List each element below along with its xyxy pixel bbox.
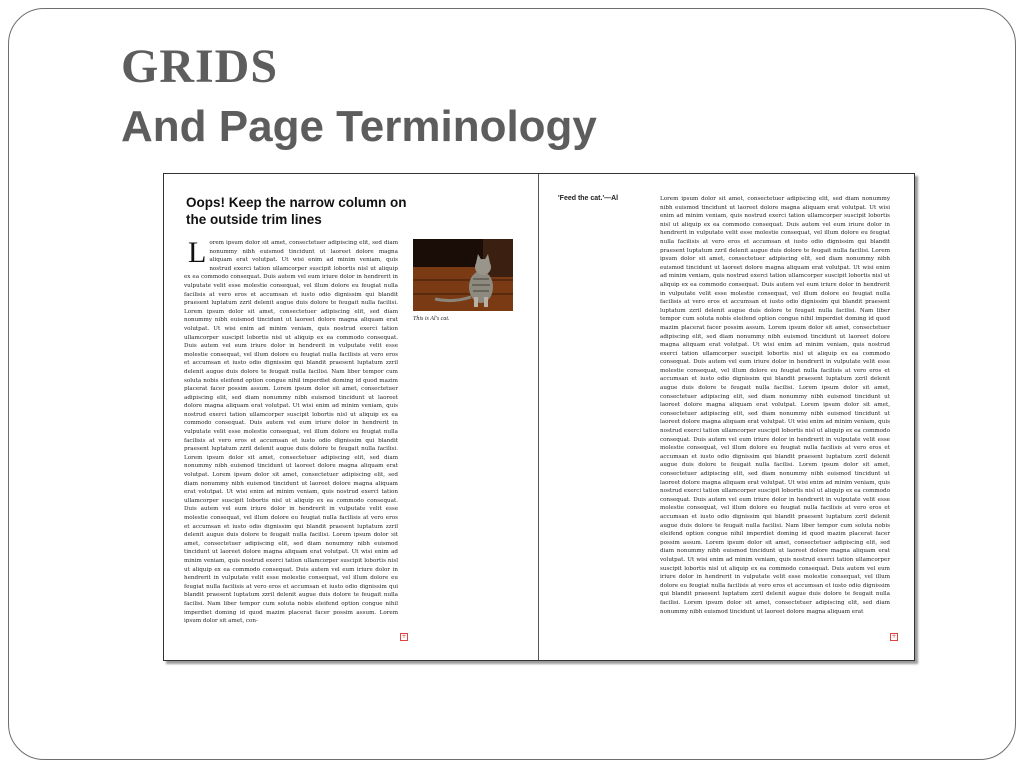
cat-photo (413, 239, 513, 311)
pull-quote: 'Feed the cat.'—Al (558, 195, 619, 202)
left-body-column (184, 239, 398, 642)
page-spread-image (163, 173, 915, 661)
overflow-marker-right: + (891, 633, 897, 640)
right-body-text: Lorem ipsum dolor sit amet, consectetuer adipiscing elit, sed diam nonummy nibh euismod tincidunt ut laoreet dolore magna aliquam erat volutpat. Ut wisi enim ad minim veniam, quis nostrud exerci tation ullamcorper suscipit lobortis nisl ut aliquip ex ea commodo consequat. Duis autem vel eum iriure dolor in hendrerit in vulputate velit esse molestie consequat, vel illum dolore eu feugiat nulla facilisis at vero eros et accumsan et iusto odio dignissim qui blandit praesent luptatum zzril delenit augue duis dolore te feugait nulla facilisi. Lorem ipsum dolor sit amet, consectetuer adipiscing elit, sed diam nonummy nibh euismod tincidunt ut laoreet dolore magna aliquam erat volutpat. Ut wisi enim ad minim veniam, quis nostrud exerci tation ullamcorper suscipit lobortis nisl ut aliquip ex ea commodo consequat. Duis autem vel eum iriure dolor in hendrerit in vulputate velit esse molestie consequat, vel illum dolore eu feugiat nulla facilisis at vero eros et accumsan et iusto odio dignissim qui blandit praesent luptatum zzril delenit augue duis dolore te feugait nulla facilisi. Nam liber tempor cum soluta nobis eleifend option congue nihil imperdiet doming id quod mazim placerat facer possim assum. Lorem ipsum dolor sit amet, consectetuer adipiscing elit, sed diam nonummy nibh euismod tincidunt ut laoreet dolore magna aliquam erat volutpat. Ut wisi enim ad minim veniam, quis nostrud exerci tation ullamcorper suscipit lobortis nisl ut aliquip ex ea commodo consequat. Duis autem vel eum iriure dolor in hendrerit in vulputate velit esse molestie consequat, vel illum dolore eu feugiat nulla facilisis at vero eros et accumsan et iusto odio dignissim qui blandit praesent luptatum zzril delenit augue duis dolore te feugait nulla facilisi. Lorem ipsum dolor sit amet, consectetuer adipiscing elit, sed diam nonummy nibh euismod tincidunt ut laoreet dolore magna aliquam erat volutpat. Lorem ipsum dolor sit amet, consectetuer adipiscing elit, sed diam nonummy nibh euismod tincidunt ut laoreet dolore magna aliquam erat volutpat. Ut wisi enim ad minim veniam, quis nostrud exerci tation ullamcorper suscipit lobortis nisl ut aliquip ex ea commodo consequat. Duis autem vel eum iriure dolor in hendrerit in vulputate velit esse molestie consequat, vel illum dolore eu feugiat nulla facilisis at vero eros et accumsan et iusto odio dignissim qui blandit praesent luptatum zzril delenit augue duis dolore te feugait nulla facilisi. Lorem ipsum dolor sit amet, consectetuer adipiscing elit, sed diam nonummy nibh euismod tincidunt ut laoreet dolore magna aliquam erat volutpat. Ut wisi enim ad minim veniam, quis nostrud exerci tation ullamcorper suscipit lobortis nisl ut aliquip ex ea commodo consequat. Duis autem vel eum iriure dolor in hendrerit in vulputate velit esse molestie consequat, vel illum dolore eu feugiat nulla facilisis at vero eros et accumsan et iusto odio dignissim qui blandit praesent luptatum zzril delenit augue duis dolore te feugait nulla facilisi. Nam liber tempor cum soluta nobis eleifend option congue nihil imperdiet doming id quod mazim placerat facer possim assum. Lorem ipsum dolor sit amet, consectetuer adipiscing elit, sed diam nonummy nibh euismod tincidunt ut laoreet dolore magna aliquam erat volutpat. Ut wisi enim ad minim veniam, quis nostrud exerci tation ullamcorper suscipit lobortis nisl ut aliquip ex ea commodo consequat. Duis autem vel eum iriure dolor in hendrerit in vulputate velit esse molestie consequat, vel illum dolore eu feugiat nulla facilisis at vero eros et accumsan et iusto odio dignissim qui blandit praesent luptatum zzril delenit augue duis dolore te feugait nulla facilisi. Lorem ipsum dolor sit amet, consectetuer adipiscing elit, sed diam nonummy nibh euismod tincidunt ut laoreet dolore magna aliquam erat (660, 196, 890, 615)
slide-title: GRIDS (121, 40, 279, 93)
slide-subtitle: And Page Terminology (121, 102, 597, 151)
spread-headline: Oops! Keep the narrow column on the outside trim lines (186, 195, 407, 227)
right-body-column (660, 195, 890, 638)
drop-cap: L (188, 239, 207, 269)
slide (8, 8, 1016, 760)
overflow-marker-left: + (401, 633, 407, 640)
photo-caption: This is Al's cat. (413, 316, 450, 322)
spread-gutter (538, 174, 539, 660)
left-body-text: orem ipsum dolor sit amet, consectetuer adipiscing elit, sed diam nonummy nibh euismod tincidunt ut laoreet dolore magna aliquam erat volutpat. Ut wisi enim ad minim veniam, quis nostrud exerci tation ullamcorper suscipit lobortis nisl ut aliquip ex ea commodo consequat. Duis autem vel eum iriure dolor in hendrerit in vulputate velit esse molestie consequat, vel illum dolore eu feugiat nulla facilisis at vero eros et accumsan et iusto odio dignissim qui blandit praesent luptatum zzril delenit augue duis dolore te feugait nulla facilisi. Lorem ipsum dolor sit amet, consectetuer adipiscing elit, sed diam nonummy nibh euismod tincidunt ut laoreet dolore magna aliquam erat volutpat. Ut wisi enim ad minim veniam, quis nostrud exerci tation ullamcorper suscipit lobortis nisl ut aliquip ex ea commodo consequat. Duis autem vel eum iriure dolor in hendrerit in vulputate velit esse molestie consequat, vel illum dolore eu feugiat nulla facilisis at vero eros et accumsan et iusto odio dignissim qui blandit praesent luptatum zzril delenit augue duis dolore te feugait nulla facilisi. Nam liber tempor cum soluta nobis eleifend option congue nihil imperdiet doming id quod mazim placerat facer possim assum. Lorem ipsum dolor sit amet, consectetuer adipiscing elit, sed diam nonummy nibh euismod tincidunt ut laoreet dolore magna aliquam erat volutpat. Ut wisi enim ad minim veniam, quis nostrud exerci tation ullamcorper suscipit lobortis nisl ut aliquip ex ea commodo consequat. Duis autem vel eum iriure dolor in hendrerit in vulputate velit esse molestie consequat, vel illum dolore eu feugiat nulla facilisis at vero eros et accumsan et iusto odio dignissim qui blandit praesent luptatum zzril delenit augue duis dolore te feugait nulla facilisi. Lorem ipsum dolor sit amet, consectetuer adipiscing elit, sed diam nonummy nibh euismod tincidunt ut laoreet dolore magna aliquam erat volutpat. Lorem ipsum dolor sit amet, consectetuer adipiscing elit, sed diam nonummy nibh euismod tincidunt ut laoreet dolore magna aliquam erat volutpat. Ut wisi enim ad minim veniam, quis nostrud exerci tation ullamcorper suscipit lobortis nisl ut aliquip ex ea commodo consequat. Duis autem vel eum iriure dolor in hendrerit in vulputate velit esse molestie consequat, vel illum dolore eu feugiat nulla facilisis at vero eros et accumsan et iusto odio dignissim qui blandit praesent luptatum zzril delenit augue duis dolore te feugait nulla facilisi. Lorem ipsum dolor sit amet, consectetuer adipiscing elit, sed diam nonummy nibh euismod tincidunt ut laoreet dolore magna aliquam erat volutpat. Ut wisi enim ad minim veniam, quis nostrud exerci tation ullamcorper suscipit lobortis nisl ut aliquip ex ea commodo consequat. Duis autem vel eum iriure dolor in hendrerit in vulputate velit esse molestie consequat, vel illum dolore eu feugiat nulla facilisis at vero eros et accumsan et iusto odio dignissim qui blandit praesent luptatum zzril delenit augue duis dolore te feugait nulla facilisi. Nam liber tempor cum soluta nobis eleifend option congue nihil imperdiet doming id quod mazim placerat facer possim assum. Lorem ipsum dolor sit amet, con- (184, 240, 398, 625)
cat-photo-illustration (413, 239, 513, 311)
